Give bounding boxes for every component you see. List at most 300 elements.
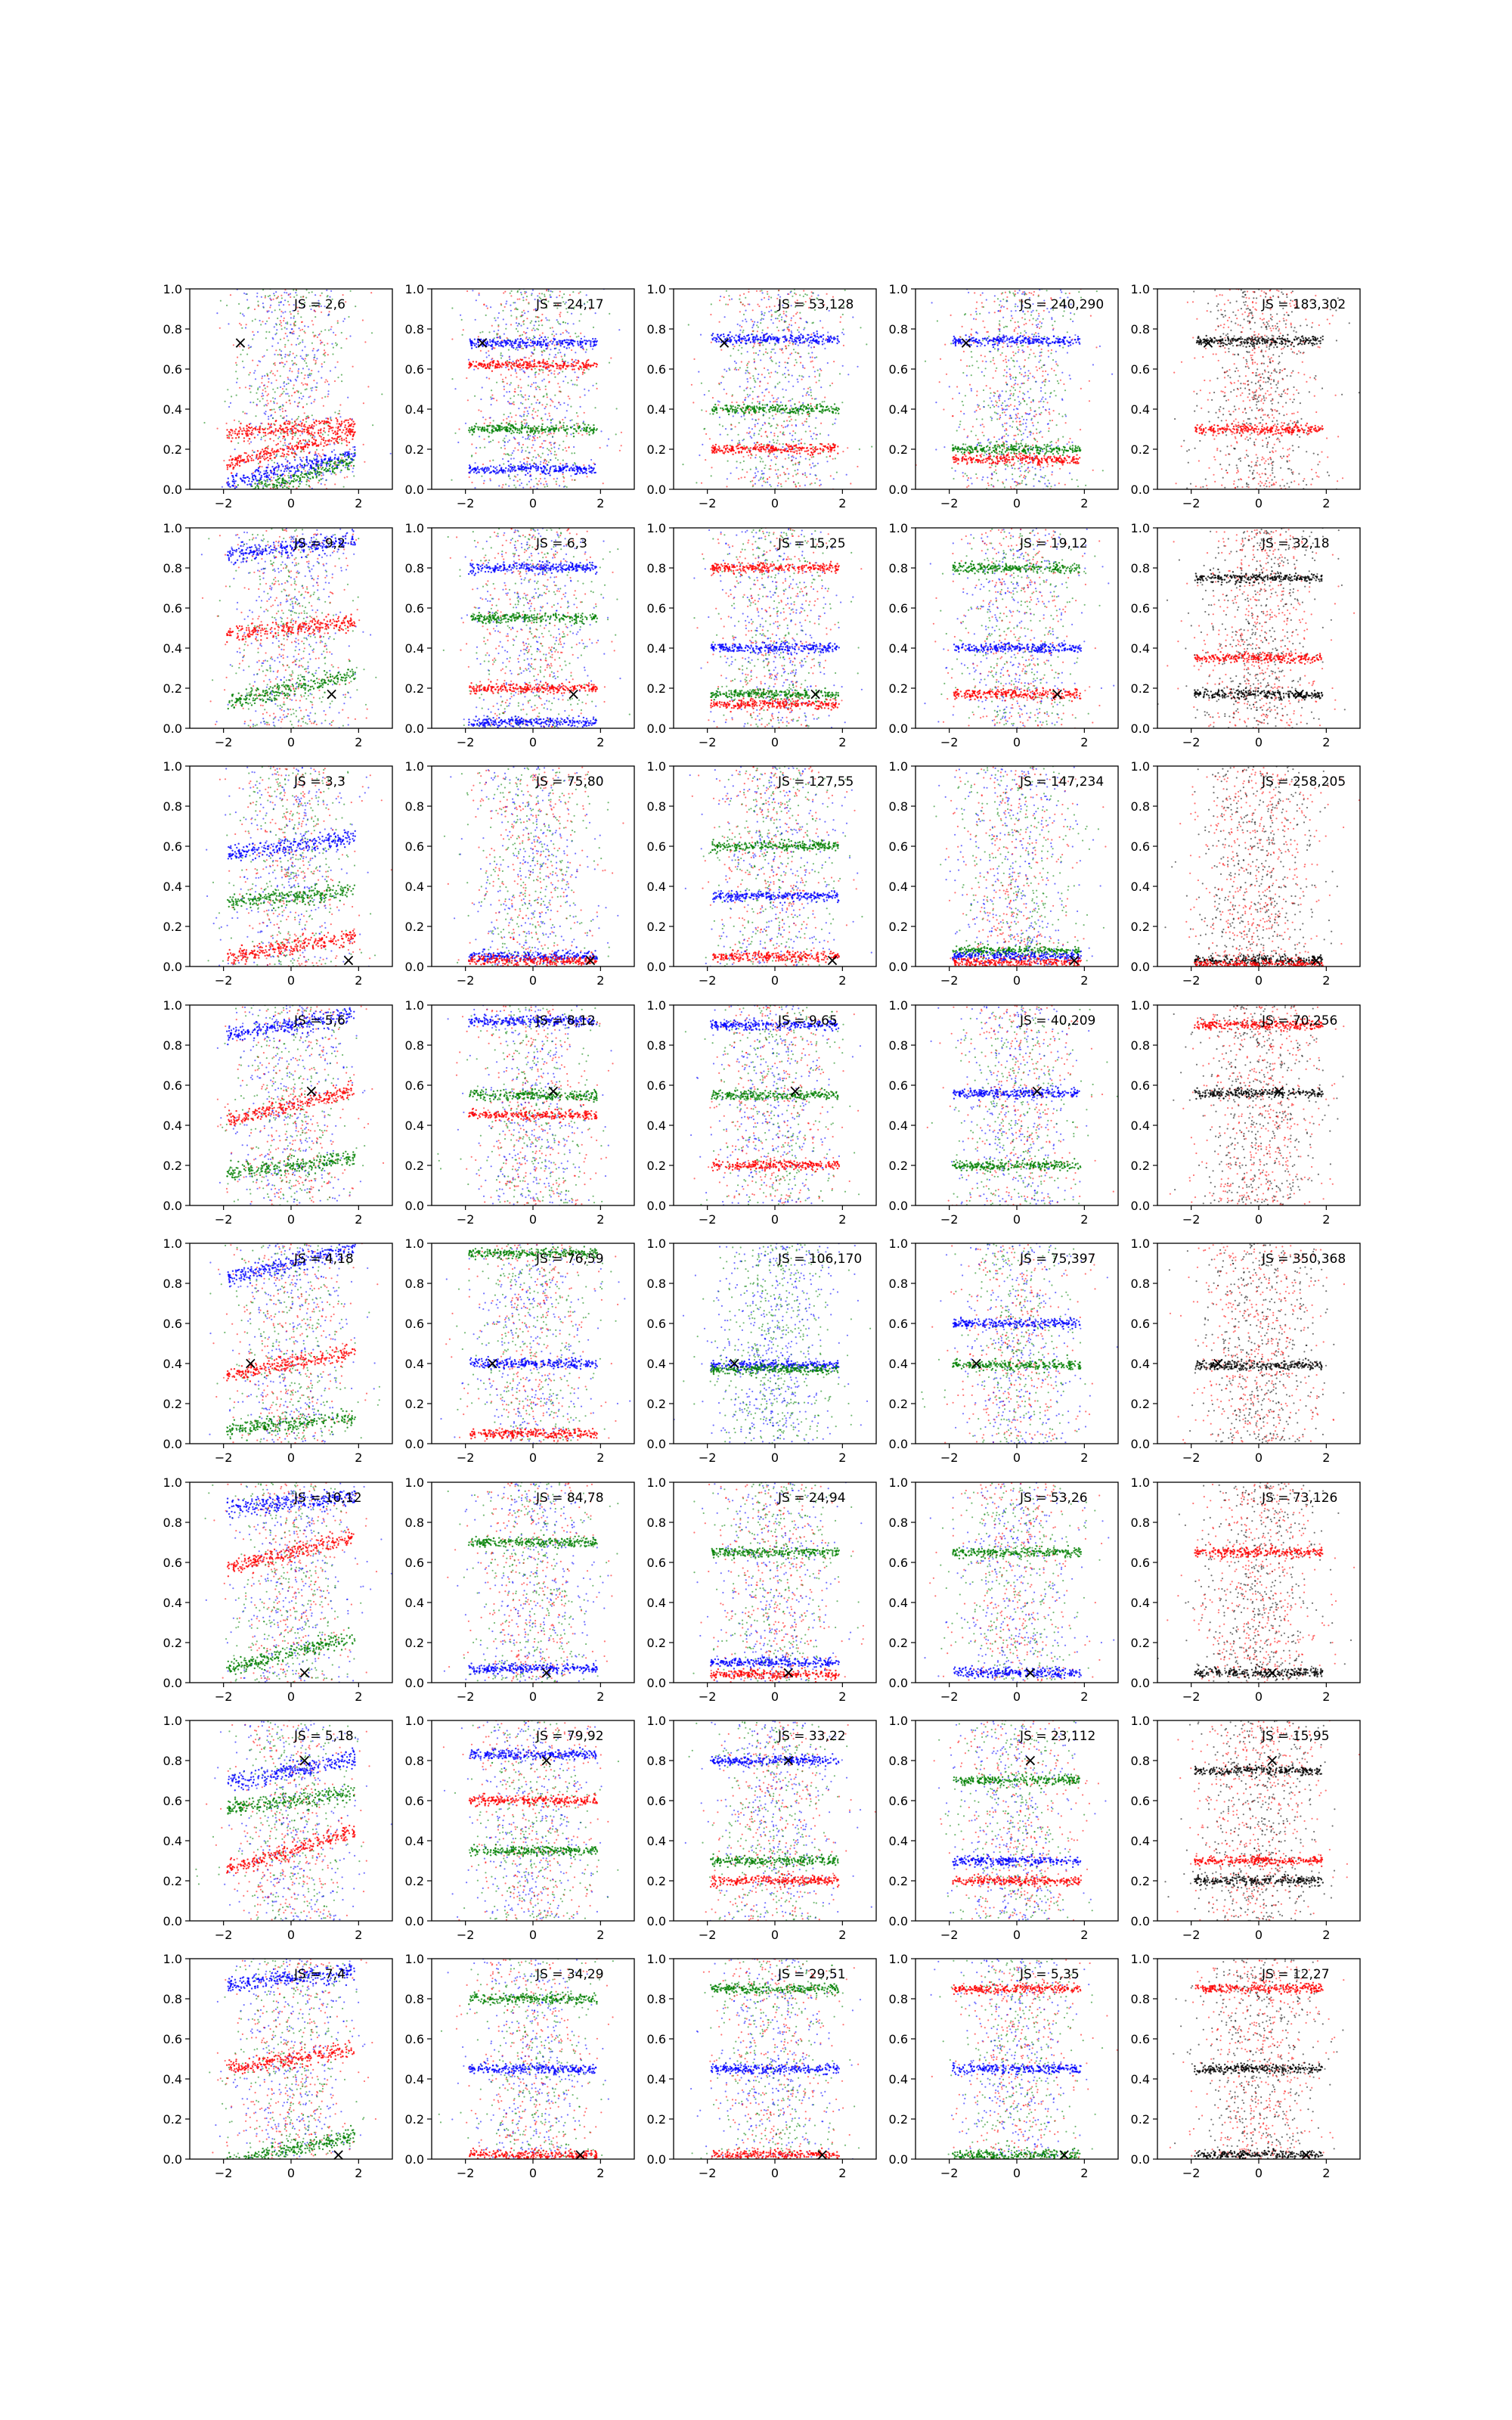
scatter-point	[753, 377, 754, 379]
scatter-point	[490, 479, 491, 481]
scatter-point	[362, 319, 364, 321]
scatter-point	[291, 360, 293, 361]
scatter-point	[333, 472, 335, 473]
scatter-point	[246, 299, 248, 300]
scatter-point	[296, 355, 297, 356]
scatter-point	[495, 320, 497, 321]
scatter-point	[515, 368, 516, 370]
scatter-point	[527, 411, 528, 412]
scatter-point	[283, 320, 284, 321]
scatter-point	[231, 491, 232, 492]
scatter-point	[761, 311, 762, 312]
scatter-point	[314, 470, 315, 471]
scatter-point	[711, 334, 713, 336]
scatter-point	[276, 481, 277, 482]
scatter-point	[527, 339, 528, 340]
scatter-point	[782, 337, 783, 338]
scatter-point	[737, 412, 739, 414]
reference-marker: ×	[234, 334, 247, 353]
scatter-point	[573, 424, 575, 426]
scatter-point	[755, 455, 757, 456]
scatter-point	[577, 341, 578, 343]
scatter-point	[313, 401, 314, 402]
scatter-point	[314, 432, 315, 433]
scatter-point	[521, 467, 522, 468]
scatter-point	[573, 446, 575, 448]
scatter-point	[513, 396, 515, 397]
scatter-point	[583, 467, 584, 469]
scatter-point	[739, 440, 740, 442]
scatter-point	[500, 447, 502, 448]
scatter-point	[736, 362, 737, 364]
scatter-point	[526, 427, 528, 428]
scatter-point	[778, 315, 779, 316]
scatter-point	[255, 415, 256, 417]
scatter-point	[565, 447, 566, 448]
scatter-point	[537, 362, 538, 364]
scatter-point	[513, 426, 514, 427]
scatter-point	[752, 330, 754, 332]
scatter-point	[517, 338, 519, 340]
scatter-point	[253, 334, 255, 336]
scatter-point	[223, 460, 225, 461]
scatter-point	[809, 459, 810, 461]
scatter-point	[590, 340, 591, 342]
scatter-point	[576, 336, 578, 337]
scatter-point	[798, 331, 800, 333]
scatter-point	[318, 479, 320, 481]
scatter-point	[795, 419, 796, 420]
scatter-point	[486, 470, 488, 472]
scatter-point	[550, 469, 551, 470]
scatter-point	[528, 458, 529, 459]
scatter-point	[847, 447, 848, 448]
scatter-point	[511, 470, 513, 471]
scatter-point	[257, 429, 259, 430]
scatter-point	[234, 465, 236, 467]
scatter-point	[310, 387, 311, 389]
scatter-point	[339, 404, 341, 405]
scatter-point	[499, 430, 500, 431]
scatter-point	[543, 366, 544, 368]
scatter-point	[729, 369, 730, 371]
scatter-point	[482, 427, 483, 428]
scatter-point	[562, 340, 563, 342]
scatter-point	[302, 448, 304, 450]
scatter-point	[457, 442, 459, 443]
scatter-point	[294, 453, 296, 455]
scatter-point	[549, 474, 550, 476]
scatter-point	[820, 423, 822, 424]
scatter-point	[345, 451, 346, 453]
scatter-point	[754, 343, 755, 344]
scatter-point	[565, 470, 567, 471]
scatter-point	[793, 349, 795, 350]
scatter-point	[770, 372, 772, 374]
scatter-point	[302, 433, 303, 434]
scatter-point	[561, 355, 562, 357]
scatter-point	[582, 362, 584, 364]
scatter-point	[349, 335, 351, 337]
scatter-point	[712, 397, 714, 399]
scatter-point	[541, 427, 543, 429]
y-tick-label: 1.0	[163, 282, 182, 296]
scatter-point	[239, 427, 240, 428]
scatter-point	[295, 321, 296, 322]
scatter-point	[334, 463, 336, 464]
scatter-point	[316, 464, 318, 466]
scatter-point	[779, 365, 780, 367]
scatter-point	[514, 341, 516, 343]
scatter-point	[549, 442, 550, 443]
scatter-point	[814, 474, 816, 476]
scatter-point	[500, 345, 502, 346]
scatter-point	[352, 426, 354, 427]
scatter-point	[262, 395, 264, 396]
scatter-point	[559, 386, 560, 388]
scatter-point	[502, 381, 503, 383]
scatter-point	[267, 375, 268, 377]
scatter-point	[318, 371, 319, 372]
scatter-point	[342, 461, 344, 463]
scatter-point	[788, 345, 789, 346]
scatter-point	[510, 412, 511, 414]
scatter-point	[503, 395, 505, 396]
scatter-point	[593, 431, 594, 433]
scatter-point	[333, 332, 334, 334]
scatter-point	[554, 344, 556, 346]
y-tick-label: 0.8	[163, 322, 182, 337]
scatter-point	[730, 428, 732, 430]
scatter-point	[309, 460, 311, 461]
scatter-point	[506, 391, 507, 392]
scatter-point	[274, 457, 276, 458]
scatter-point	[321, 420, 323, 422]
scatter-point	[754, 358, 755, 360]
scatter-point	[788, 478, 789, 479]
scatter-point	[521, 447, 522, 448]
scatter-point	[572, 433, 574, 434]
scatter-point	[850, 482, 851, 484]
scatter-point	[494, 467, 496, 469]
scatter-point	[550, 419, 552, 420]
scatter-point	[311, 426, 312, 427]
scatter-point	[760, 359, 761, 361]
scatter-point	[592, 349, 593, 350]
scatter-point	[484, 480, 485, 482]
scatter-point	[559, 340, 561, 342]
scatter-point	[306, 429, 308, 430]
scatter-point	[513, 450, 514, 451]
scatter-point	[526, 337, 528, 338]
scatter-point	[265, 404, 267, 405]
scatter-point	[535, 467, 537, 469]
scatter-point	[497, 425, 499, 427]
scatter-point	[567, 382, 569, 383]
scatter-point	[240, 490, 241, 492]
scatter-point	[328, 330, 330, 331]
scatter-point	[774, 343, 776, 344]
scatter-point	[531, 330, 533, 331]
scatter-point	[516, 318, 517, 319]
scatter-point	[510, 343, 512, 344]
y-tick-label: 0.8	[405, 322, 424, 337]
scatter-point	[770, 486, 772, 487]
scatter-point	[735, 367, 736, 368]
scatter-point	[252, 494, 253, 495]
scatter-point	[352, 471, 353, 473]
scatter-point	[501, 471, 503, 473]
scatter-point	[725, 428, 727, 430]
scatter-point	[807, 388, 809, 389]
scatter-point	[538, 467, 539, 468]
scatter-point	[795, 424, 797, 426]
scatter-point	[302, 329, 303, 330]
scatter-point	[791, 439, 792, 441]
scatter-point	[371, 332, 373, 334]
scatter-point	[776, 442, 777, 444]
scatter-point	[229, 466, 231, 467]
scatter-point	[575, 333, 576, 334]
scatter-point	[234, 448, 236, 450]
scatter-point	[286, 467, 287, 469]
scatter-point	[324, 396, 326, 398]
scatter-point	[764, 368, 765, 369]
scatter-point	[237, 464, 238, 466]
scatter-point	[585, 470, 587, 471]
scatter-point	[355, 306, 356, 307]
scatter-point	[306, 461, 308, 463]
scatter-point	[523, 458, 525, 460]
scatter-point	[265, 448, 266, 449]
scatter-point	[257, 301, 259, 302]
scatter-point	[720, 296, 721, 297]
scatter-point	[735, 334, 736, 336]
scatter-point	[334, 380, 336, 382]
scatter-point	[505, 435, 507, 436]
scatter-point	[564, 354, 565, 355]
scatter-point	[219, 327, 221, 329]
scatter-point	[458, 428, 460, 430]
scatter-point	[806, 418, 807, 420]
scatter-point	[311, 424, 313, 426]
scatter-point	[866, 343, 867, 345]
scatter-point	[284, 318, 285, 319]
scatter-point	[487, 308, 488, 309]
scatter-point	[273, 299, 274, 300]
scatter-point	[337, 322, 339, 324]
scatter-point	[314, 294, 316, 296]
scatter-point	[590, 429, 592, 430]
scatter-point	[790, 405, 792, 407]
scatter-point	[249, 402, 251, 403]
scatter-point	[472, 434, 473, 436]
scatter-point	[823, 338, 824, 340]
scatter-point	[296, 344, 297, 346]
scatter-point	[540, 461, 541, 463]
scatter-point	[790, 291, 792, 293]
scatter-point	[310, 464, 311, 466]
scatter-point	[513, 436, 515, 438]
scatter-point	[480, 399, 482, 400]
scatter-point	[302, 384, 304, 386]
scatter-point	[327, 418, 329, 420]
scatter-point	[773, 442, 775, 443]
scatter-point	[316, 386, 318, 388]
scatter-point	[565, 430, 566, 432]
scatter-point	[558, 428, 559, 430]
scatter-point	[316, 475, 318, 476]
scatter-point	[306, 456, 308, 458]
scatter-point	[770, 376, 771, 377]
scatter-point	[265, 387, 266, 389]
scatter-point	[723, 296, 725, 298]
scatter-point	[252, 430, 253, 431]
scatter-point	[254, 427, 256, 429]
scatter-point	[268, 460, 269, 461]
scatter-point	[774, 401, 776, 402]
scatter-point	[242, 497, 243, 498]
scatter-point	[489, 478, 491, 479]
scatter-point	[496, 399, 497, 401]
scatter-point	[323, 405, 324, 407]
scatter-point	[241, 498, 243, 499]
scatter-point	[789, 416, 791, 417]
scatter-point	[318, 349, 319, 351]
scatter-point	[585, 352, 587, 353]
scatter-point	[556, 470, 557, 471]
scatter-point	[782, 446, 783, 448]
scatter-point	[730, 355, 731, 356]
scatter-point	[772, 361, 773, 362]
scatter-point	[570, 340, 572, 341]
scatter-point	[344, 427, 345, 428]
scatter-point	[512, 452, 513, 454]
scatter-point	[742, 338, 744, 340]
scatter-point	[742, 402, 744, 403]
scatter-point	[249, 385, 250, 386]
scatter-point	[301, 481, 302, 482]
scatter-point	[571, 349, 572, 351]
scatter-point	[335, 334, 336, 336]
scatter-point	[547, 396, 548, 398]
scatter-point	[266, 400, 268, 402]
scatter-point	[539, 389, 541, 390]
scatter-point	[783, 472, 785, 473]
scatter-point	[275, 420, 277, 421]
scatter-point	[299, 402, 300, 403]
scatter-point	[555, 467, 556, 469]
scatter-point	[530, 342, 531, 343]
scatter-point	[621, 445, 622, 446]
scatter-point	[739, 422, 740, 424]
scatter-point	[227, 389, 228, 390]
scatter-point	[280, 375, 281, 377]
scatter-point	[776, 372, 778, 374]
scatter-point	[280, 311, 282, 312]
scatter-point	[562, 332, 564, 334]
scatter-point	[454, 433, 456, 434]
scatter-point	[303, 451, 305, 452]
scatter-point	[328, 439, 330, 441]
scatter-point	[536, 427, 538, 429]
scatter-point	[323, 437, 324, 439]
scatter-point	[500, 366, 502, 368]
scatter-point	[489, 339, 491, 340]
scatter-point	[804, 443, 805, 445]
scatter-point	[248, 493, 249, 495]
scatter-point	[525, 470, 527, 471]
scatter-point	[503, 445, 505, 446]
scatter-point	[322, 433, 324, 435]
scatter-point	[775, 464, 776, 465]
scatter-point	[513, 404, 515, 405]
scatter-point	[538, 386, 540, 388]
scatter-point	[230, 294, 231, 296]
scatter-point	[280, 475, 281, 476]
scatter-point	[345, 440, 347, 442]
scatter-point	[770, 319, 772, 321]
scatter-point	[538, 373, 540, 374]
scatter-point	[330, 473, 332, 475]
scatter-point	[309, 467, 311, 468]
scatter-point	[247, 494, 249, 495]
scatter-point	[496, 337, 497, 338]
scatter-point	[569, 446, 570, 448]
scatter-point	[226, 429, 228, 430]
scatter-point	[784, 373, 785, 374]
scatter-point	[826, 293, 828, 295]
scatter-point	[291, 418, 293, 420]
scatter-point	[515, 414, 516, 416]
scatter-point	[537, 437, 538, 439]
scatter-point	[261, 296, 262, 298]
scatter-point	[562, 343, 563, 345]
scatter-point	[348, 316, 349, 318]
scatter-point	[293, 486, 294, 487]
scatter-point	[519, 335, 520, 337]
scatter-point	[290, 313, 292, 315]
scatter-point	[753, 324, 754, 325]
scatter-point	[259, 473, 260, 475]
scatter-point	[249, 491, 251, 492]
scatter-point	[235, 371, 237, 372]
scatter-point	[547, 434, 548, 436]
scatter-point	[337, 320, 339, 321]
scatter-point	[525, 419, 526, 420]
scatter-point	[508, 424, 510, 426]
scatter-point	[230, 402, 231, 404]
scatter-point	[762, 330, 764, 331]
scatter-point	[755, 467, 757, 468]
scatter-point	[750, 436, 751, 437]
scatter-point	[300, 392, 302, 394]
scatter-point	[246, 484, 248, 486]
scatter-point	[548, 370, 550, 371]
scatter-point	[277, 443, 279, 445]
scatter-point	[304, 346, 305, 348]
scatter-point	[483, 469, 485, 470]
scatter-point	[785, 458, 786, 460]
scatter-point	[777, 485, 779, 486]
scatter-point	[822, 401, 823, 402]
scatter-point	[281, 328, 283, 330]
scatter-point	[240, 457, 241, 458]
scatter-point	[510, 455, 512, 456]
scatter-point	[526, 363, 528, 365]
scatter-point	[336, 419, 338, 420]
scatter-point	[488, 432, 490, 433]
